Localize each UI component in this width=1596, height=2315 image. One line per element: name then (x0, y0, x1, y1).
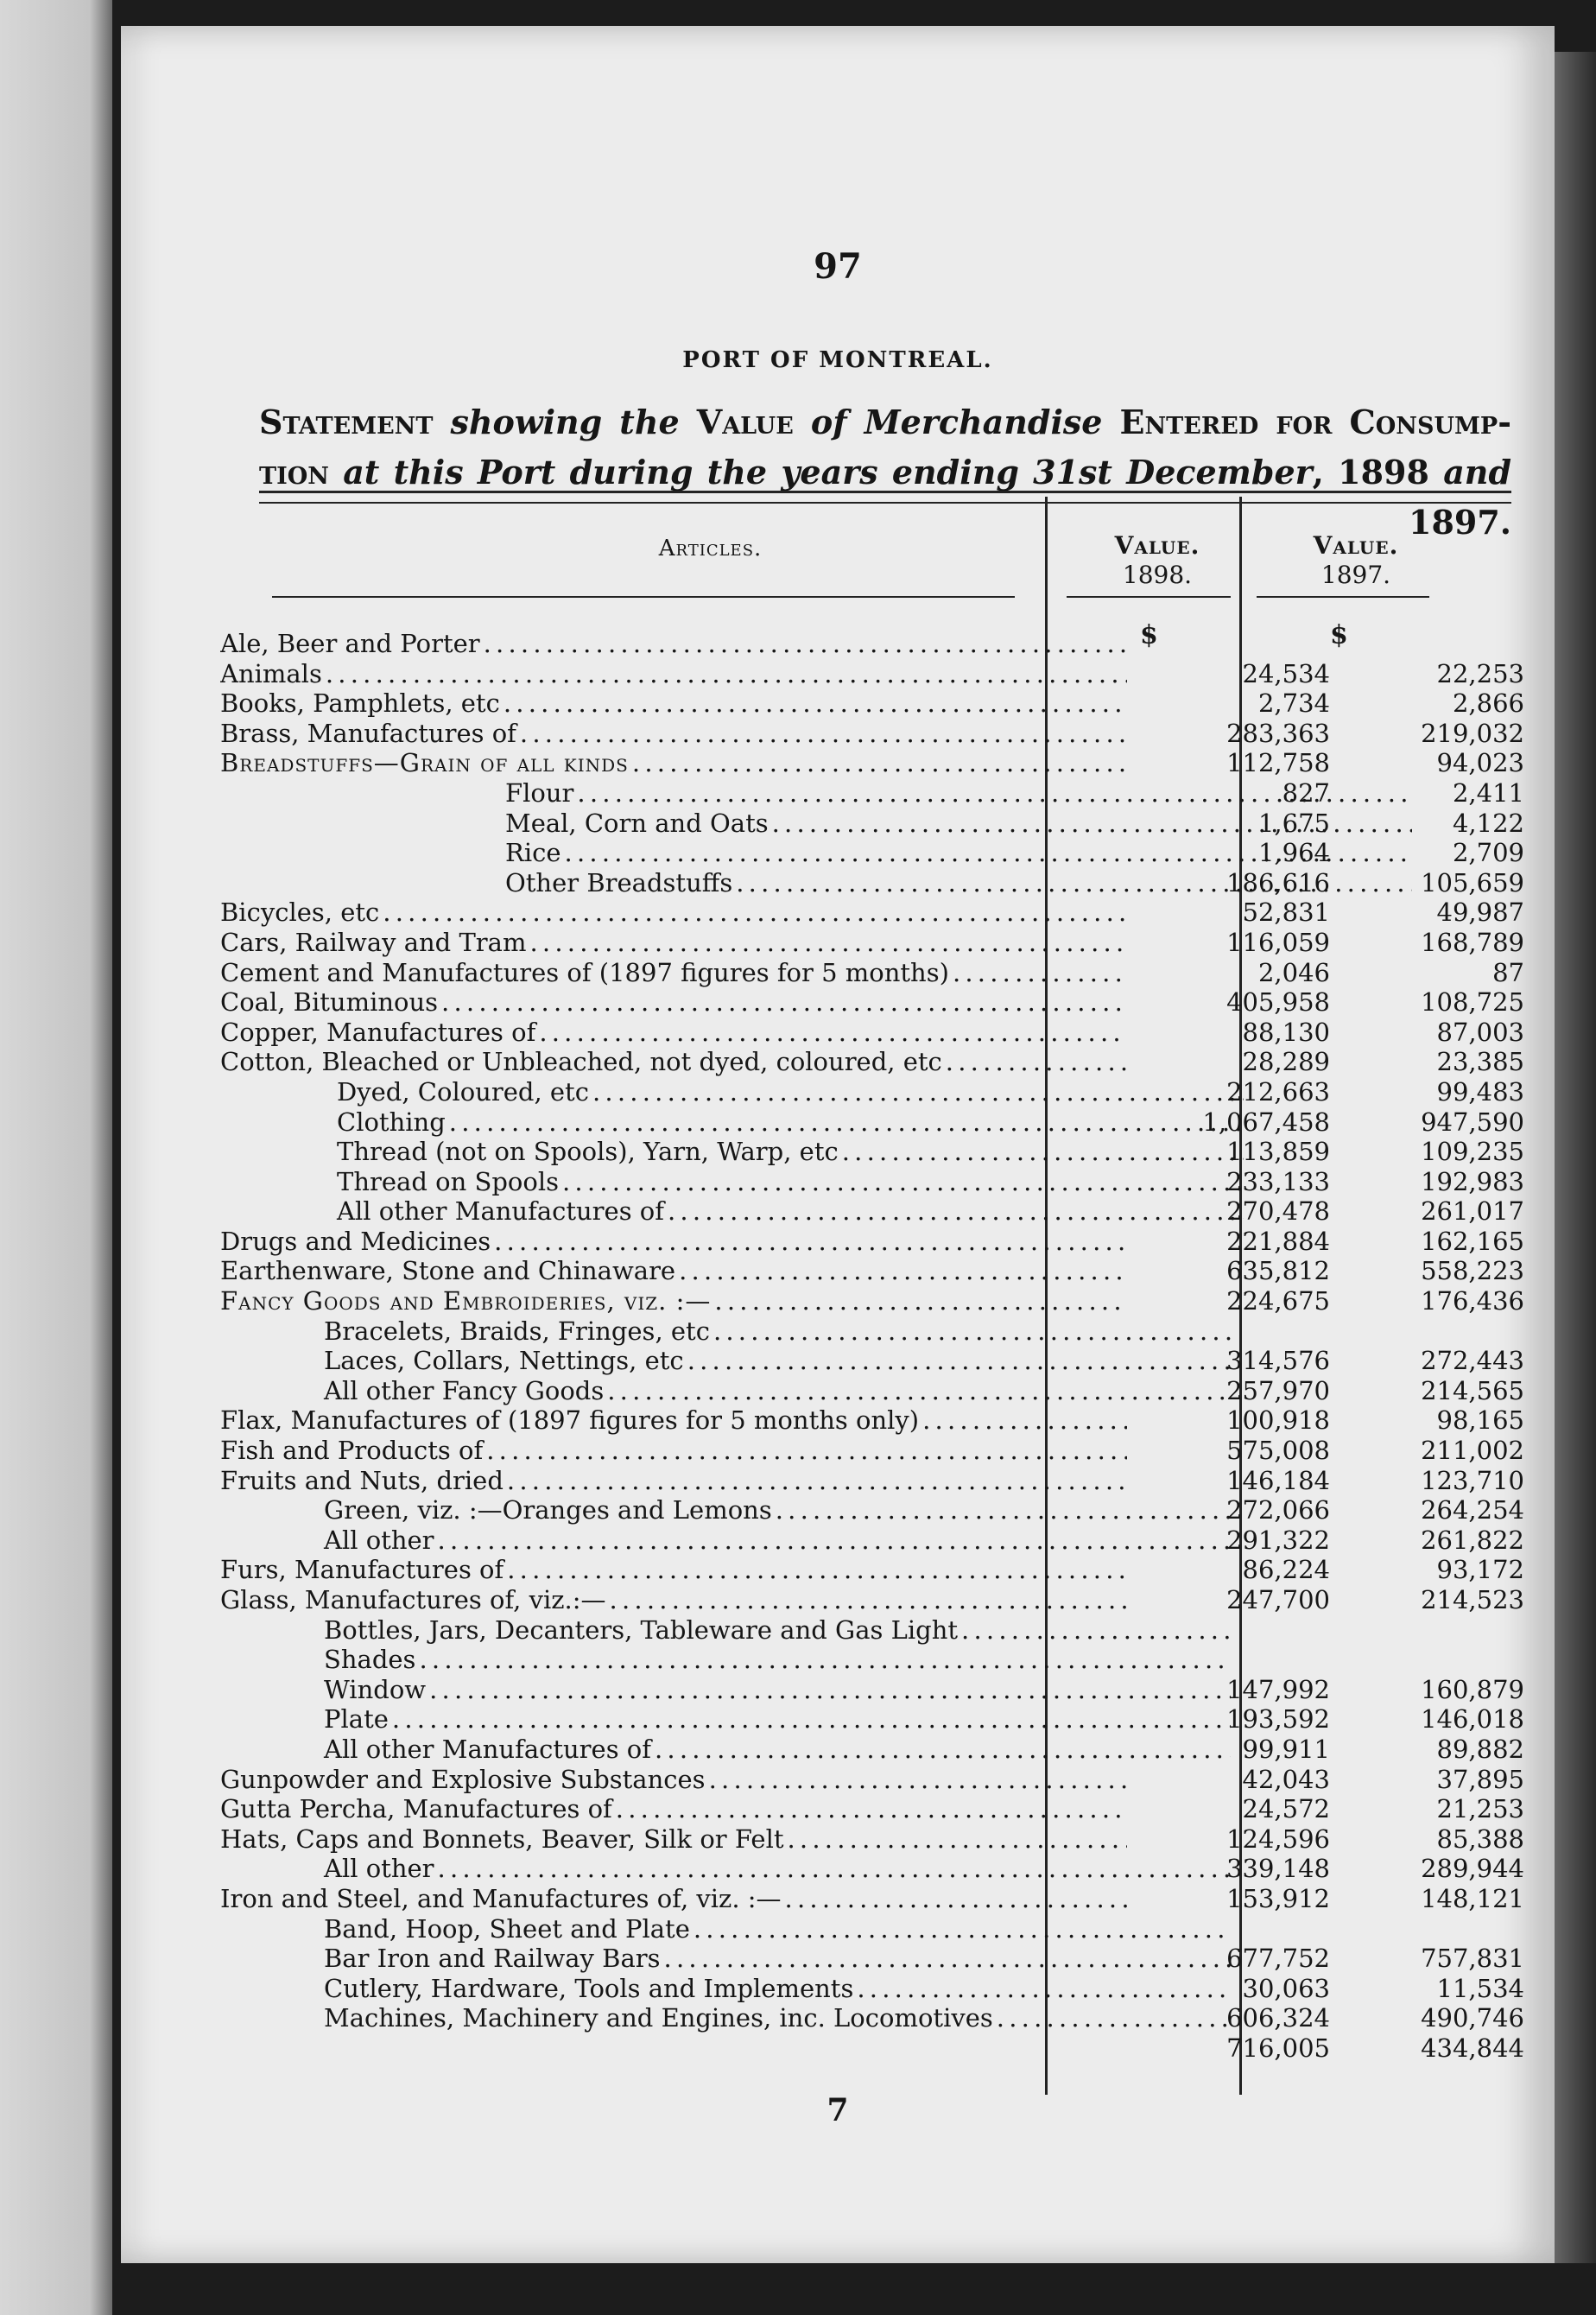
value-1897: 148,121 (1421, 1883, 1524, 1913)
article-label (220, 719, 1127, 749)
table-row (220, 1854, 1533, 1884)
value-1897: 490,746 (1421, 2003, 1524, 2033)
article-name: All other Fancy Goods (324, 1375, 605, 1405)
leader-dots (694, 1914, 1231, 1944)
value-1898: 247,700 (1226, 1585, 1330, 1614)
value-1897: 87,003 (1436, 1017, 1524, 1047)
value-1897: 214,565 (1421, 1375, 1524, 1405)
article-label (220, 1107, 1244, 1138)
leader-dots (788, 1824, 1128, 1855)
table-row (220, 1645, 1533, 1675)
table-row (220, 1047, 1533, 1077)
article-name: Green, viz. :—Oranges and Lemons (324, 1495, 772, 1525)
article-name: Bicycles, etc (220, 897, 380, 928)
leader-dots (961, 1615, 1231, 1646)
value-1898: 24,534 (1242, 658, 1330, 688)
signature-mark: 7 (826, 2092, 849, 2128)
value-1898: 42,043 (1242, 1764, 1330, 1794)
article-name: Coal, Bituminous (220, 987, 439, 1018)
left-page-edge (0, 0, 112, 2315)
table-row (220, 719, 1533, 749)
table-row (220, 1167, 1533, 1197)
table-row (220, 1794, 1533, 1824)
article-label (220, 1436, 1127, 1466)
article-label (220, 1794, 1127, 1824)
article-name: Thread on Spools (337, 1166, 559, 1196)
value-1898: 88,130 (1242, 1017, 1330, 1047)
table-row (220, 1196, 1533, 1227)
leader-dots (679, 1256, 1127, 1286)
article-label (220, 1316, 1231, 1347)
port-title: PORT OF MONTREAL. (682, 347, 993, 373)
value-1898: 212,663 (1226, 1076, 1330, 1107)
value-1897: 85,388 (1436, 1823, 1524, 1854)
leader-dots (664, 1944, 1231, 1974)
article-label (220, 1944, 1231, 1974)
article-label (220, 1525, 1231, 1556)
article-name: Plate (324, 1704, 389, 1735)
table-row (220, 1675, 1533, 1705)
article-label (220, 1615, 1231, 1646)
article-label (220, 1137, 1244, 1167)
article-label (220, 958, 1127, 988)
value-1898: 193,592 (1226, 1704, 1330, 1735)
value-1898: 2,046 (1257, 957, 1330, 987)
leader-dots (438, 1854, 1231, 1884)
leader-dots (484, 629, 1127, 659)
article-name: Window (324, 1674, 427, 1704)
table-row (220, 1256, 1533, 1286)
value-1897: 123,710 (1421, 1465, 1524, 1495)
article-label (220, 1405, 1127, 1436)
value-1898: 224,675 (1226, 1286, 1330, 1316)
article-label (220, 1495, 1231, 1525)
article-label (220, 1765, 1127, 1795)
article-label (220, 1735, 1231, 1765)
article-name: Gunpowder and Explosive Substances (220, 1764, 706, 1794)
value-1897: 109,235 (1421, 1137, 1524, 1167)
articles-table (220, 629, 1533, 2064)
leader-dots (449, 1107, 1244, 1138)
value-1897: 757,831 (1421, 1944, 1524, 1974)
value-1897: 11,534 (1436, 1973, 1524, 2003)
article-label (220, 629, 1127, 659)
value-1898: 146,184 (1226, 1465, 1330, 1495)
value-1898: 1,067,458 (1202, 1107, 1330, 1137)
table-row (220, 2033, 1533, 2064)
articles-column-header: Articles. (658, 536, 763, 561)
leader-dots (946, 1047, 1127, 1077)
value-1897: 434,844 (1421, 2033, 1524, 2063)
article-name: Shades (324, 1645, 416, 1675)
table-row (220, 1286, 1533, 1316)
article-name: Thread (not on Spools), Yarn, Warp, etc (337, 1137, 839, 1167)
value-1898: 24,572 (1242, 1794, 1330, 1824)
article-name: Ale, Beer and Porter (220, 629, 480, 658)
table-row (220, 1615, 1533, 1646)
value-1898: 314,576 (1226, 1346, 1330, 1376)
article-label (220, 1585, 1127, 1615)
article-name: All other (324, 1525, 434, 1555)
value-1897: 98,165 (1436, 1405, 1524, 1436)
article-name: All other Manufactures of (337, 1196, 664, 1227)
table-row (220, 2003, 1533, 2033)
article-label (220, 688, 1127, 719)
heading-rule (259, 491, 1511, 504)
value-1898: 575,008 (1226, 1436, 1330, 1466)
table-row (220, 1077, 1533, 1107)
article-name: Band, Hoop, Sheet and Plate (324, 1913, 690, 1944)
value-1897: 89,882 (1436, 1734, 1524, 1764)
article-name: Fruits and Nuts, dried (220, 1465, 504, 1495)
leader-dots (419, 1645, 1231, 1675)
value-1898: 270,478 (1226, 1196, 1330, 1227)
value-1898: 827 (1282, 777, 1330, 808)
articles-header-rule (272, 596, 1015, 598)
article-name: Hats, Caps and Bonnets, Beaver, Silk or Felt (220, 1823, 784, 1854)
table-row (220, 748, 1533, 778)
value-1898-header-rule (1067, 596, 1231, 598)
value-1897-column-header: Value. 1897. (1313, 531, 1399, 589)
article-label (220, 1018, 1127, 1048)
table-row (220, 958, 1533, 988)
value-1898: 405,958 (1226, 987, 1330, 1018)
article-name: All other Manufactures of (324, 1734, 651, 1764)
article-name: Bottles, Jars, Decanters, Tableware and Gas Light (324, 1614, 959, 1645)
article-label (220, 1974, 1231, 2004)
value-1897: 192,983 (1421, 1166, 1524, 1196)
table-row (220, 688, 1533, 719)
table-row (220, 1018, 1533, 1048)
article-name: Meal, Corn and Oats (505, 808, 769, 838)
value-1898: 86,224 (1242, 1555, 1330, 1585)
value-1897: 264,254 (1421, 1495, 1524, 1525)
article-label (220, 1466, 1127, 1496)
table-row (220, 629, 1533, 659)
value-1898: 1,964 (1257, 838, 1330, 868)
table-row (220, 1316, 1533, 1347)
article-label (220, 1914, 1231, 1944)
table-row (220, 928, 1533, 958)
value-1897: 22,253 (1436, 658, 1524, 688)
statement-heading: Statement showing the Value of Merchandise Entered for Consump-tion at this Port during the years ending 31st December, 1898 and 1897. (259, 403, 1512, 542)
table-row (220, 1436, 1533, 1466)
value-1897: 947,590 (1421, 1107, 1524, 1137)
value-1898: 339,148 (1226, 1854, 1330, 1884)
table-row (220, 1107, 1533, 1138)
leader-dots (714, 1286, 1127, 1316)
table-row (220, 1525, 1533, 1556)
table-row (220, 1466, 1533, 1496)
value-1897: 37,895 (1436, 1764, 1524, 1794)
table-row (220, 897, 1533, 928)
leader-dots (392, 1704, 1231, 1735)
value-1897: 21,253 (1436, 1794, 1524, 1824)
article-name: All other (324, 1854, 434, 1884)
article-name: Glass, Manufactures of, viz.:— (220, 1585, 606, 1614)
value-1897: 94,023 (1436, 748, 1524, 778)
article-label (220, 748, 1127, 778)
article-name: Drugs and Medicines (220, 1226, 491, 1256)
article-name: Fish and Products of (220, 1436, 484, 1466)
article-name: Cotton, Bleached or Unbleached, not dyed, coloured, etc (220, 1047, 942, 1077)
value-1898: 716,005 (1226, 2033, 1330, 2063)
article-label (220, 1675, 1231, 1705)
table-row (220, 1227, 1533, 1257)
article-label (220, 1077, 1244, 1107)
value-1898: 186,616 (1226, 867, 1330, 897)
article-label (220, 1704, 1231, 1735)
value-1898: 28,289 (1242, 1047, 1330, 1077)
article-name: Flour (505, 777, 574, 808)
article-name: Laces, Collars, Nettings, etc (324, 1346, 684, 1376)
value-1897: 211,002 (1421, 1436, 1524, 1466)
article-name: Furs, Manufactures of (220, 1555, 504, 1585)
value-1898: 1,675 (1257, 808, 1330, 838)
leader-dots (438, 1525, 1231, 1556)
table-row (220, 1405, 1533, 1436)
value-1897: 261,822 (1421, 1525, 1524, 1555)
table-row (220, 1735, 1533, 1765)
value-1898: 677,752 (1226, 1944, 1330, 1974)
document-page (121, 26, 1555, 2263)
article-name: Animals (220, 658, 322, 688)
article-name: Rice (505, 838, 561, 868)
value-1898: 233,133 (1226, 1166, 1330, 1196)
article-label (220, 1167, 1244, 1197)
table-row (220, 838, 1533, 868)
currency-1897: $ (1330, 620, 1348, 650)
leader-dots (610, 1585, 1127, 1615)
leader-dots (429, 1675, 1231, 1705)
article-name: Copper, Manufactures of (220, 1017, 536, 1047)
article-name: Cars, Railway and Tram (220, 927, 527, 957)
table-row (220, 1137, 1533, 1167)
article-name: Bracelets, Braids, Fringes, etc (324, 1316, 710, 1346)
value-1897: 23,385 (1436, 1047, 1524, 1077)
value-1897: 289,944 (1421, 1854, 1524, 1884)
article-name: Iron and Steel, and Manufactures of, viz. :— (220, 1883, 782, 1913)
article-name: Clothing (337, 1107, 446, 1137)
value-1897: 176,436 (1421, 1286, 1524, 1316)
currency-1898: $ (1140, 620, 1158, 650)
page-number: 97 (814, 246, 862, 287)
value-1898: 153,912 (1226, 1883, 1330, 1913)
article-name: Flax, Manufactures of (1897 figures for 5 months only) (220, 1405, 920, 1436)
value-1897-header-rule (1257, 596, 1429, 598)
article-name: Books, Pamphlets, etc (220, 688, 500, 719)
table-row (220, 1914, 1533, 1944)
value-1897: 99,483 (1436, 1076, 1524, 1107)
value-1897: 49,987 (1436, 897, 1524, 928)
book-edge (1555, 52, 1596, 2263)
table-row (220, 987, 1533, 1018)
table-row (220, 778, 1533, 809)
value-1897: 93,172 (1436, 1555, 1524, 1585)
article-name: Machines, Machinery and Engines, inc. Locomotives (324, 2003, 993, 2033)
table-row (220, 1495, 1533, 1525)
article-name: Cutlery, Hardware, Tools and Implements (324, 1973, 854, 2003)
article-label (220, 1196, 1244, 1227)
table-row (220, 868, 1533, 898)
article-label (220, 1645, 1231, 1675)
value-1897: 558,223 (1421, 1256, 1524, 1286)
table-row (220, 1824, 1533, 1855)
leader-dots (507, 1555, 1127, 1585)
value-1898-column-header: Value. 1898. (1114, 531, 1200, 589)
leader-dots (607, 1376, 1231, 1406)
leader-dots (441, 987, 1127, 1018)
article-label (220, 1047, 1127, 1077)
article-name: Dyed, Coloured, etc (337, 1076, 589, 1107)
article-label (220, 928, 1127, 958)
leader-dots (326, 659, 1127, 689)
value-1898: 113,859 (1226, 1137, 1330, 1167)
table-row (220, 1704, 1533, 1735)
article-label (220, 1824, 1127, 1855)
value-1898: 283,363 (1226, 718, 1330, 748)
value-1897: 105,659 (1421, 867, 1524, 897)
article-label (220, 987, 1127, 1018)
value-1898: 100,918 (1226, 1405, 1330, 1436)
article-name: Gutta Percha, Manufactures of (220, 1794, 612, 1824)
article-label (220, 1555, 1127, 1585)
value-1898: 99,911 (1242, 1734, 1330, 1764)
value-1898: 272,066 (1226, 1495, 1330, 1525)
table-row (220, 1376, 1533, 1406)
leader-dots (922, 1405, 1127, 1436)
value-1897: 146,018 (1421, 1704, 1524, 1735)
value-1898: 124,596 (1226, 1823, 1330, 1854)
value-1898: 221,884 (1226, 1226, 1330, 1256)
article-label (220, 1376, 1231, 1406)
article-label (220, 1346, 1231, 1376)
value-1897: 261,017 (1421, 1196, 1524, 1227)
leader-dots (539, 1018, 1127, 1048)
value-1897: 214,523 (1421, 1585, 1524, 1614)
leader-dots (616, 1794, 1127, 1824)
value-1897: 2,709 (1452, 838, 1524, 868)
leader-dots (632, 748, 1127, 778)
value-1897: 272,443 (1421, 1346, 1524, 1376)
value-1897: 108,725 (1421, 987, 1524, 1018)
value-1898: 291,322 (1226, 1525, 1330, 1555)
value-1898: 147,992 (1226, 1674, 1330, 1704)
article-name: Bar Iron and Railway Bars (324, 1944, 661, 1974)
leader-dots (383, 897, 1127, 928)
leader-dots (713, 1316, 1231, 1347)
article-label (220, 1884, 1127, 1914)
table-row (220, 1585, 1533, 1615)
article-name: Other Breadstuffs (505, 867, 733, 897)
article-label (220, 897, 1127, 928)
value-1897: 219,032 (1421, 718, 1524, 748)
article-label (220, 1854, 1231, 1884)
leader-dots (507, 1466, 1127, 1496)
value-1898: 30,063 (1242, 1973, 1330, 2003)
table-row (220, 1765, 1533, 1795)
article-name: Cement and Manufactures of (1897 figures for 5 months) (220, 957, 949, 987)
leader-dots (486, 1436, 1127, 1466)
article-name: Fancy Goods and Embroideries, viz. :— (220, 1286, 712, 1316)
leader-dots (709, 1765, 1127, 1795)
leader-dots (529, 928, 1127, 958)
article-label (220, 1227, 1127, 1257)
leader-dots (592, 1077, 1244, 1107)
value-1897: 162,165 (1421, 1226, 1524, 1256)
article-label (220, 2003, 1231, 2033)
leader-dots (494, 1227, 1127, 1257)
table-row (220, 659, 1533, 689)
value-1897: 2,411 (1452, 777, 1524, 808)
value-1898: 112,758 (1226, 748, 1330, 778)
leader-dots (655, 1735, 1231, 1765)
leader-dots (520, 719, 1127, 749)
table-row (220, 809, 1533, 839)
article-name: Brass, Manufactures of (220, 718, 516, 748)
leader-dots (504, 688, 1127, 719)
article-name: Breadstuffs—Grain of all kinds (220, 748, 629, 778)
article-name: Earthenware, Stone and Chinaware (220, 1256, 676, 1286)
value-1898: 257,970 (1226, 1375, 1330, 1405)
table-row (220, 1555, 1533, 1585)
value-1898: 606,324 (1226, 2003, 1330, 2033)
table-row (220, 1884, 1533, 1914)
leader-dots (785, 1884, 1127, 1914)
table-row (220, 1974, 1533, 2004)
value-1898: 635,812 (1226, 1256, 1330, 1286)
value-1897: 168,789 (1421, 927, 1524, 957)
article-label (220, 1256, 1127, 1286)
value-1898: 52,831 (1242, 897, 1330, 928)
article-label (220, 1286, 1127, 1316)
value-1897: 2,866 (1452, 688, 1524, 719)
table-row (220, 1944, 1533, 1974)
table-row (220, 1346, 1533, 1376)
value-1897: 160,879 (1421, 1674, 1524, 1704)
leader-dots (953, 958, 1127, 988)
article-label (220, 659, 1127, 689)
value-1898: 116,059 (1226, 927, 1330, 957)
value-1897: 4,122 (1452, 808, 1524, 838)
value-1897: 87 (1492, 957, 1524, 987)
leader-dots (562, 1167, 1244, 1197)
leader-dots (687, 1346, 1231, 1376)
value-1898: 2,734 (1257, 688, 1330, 719)
